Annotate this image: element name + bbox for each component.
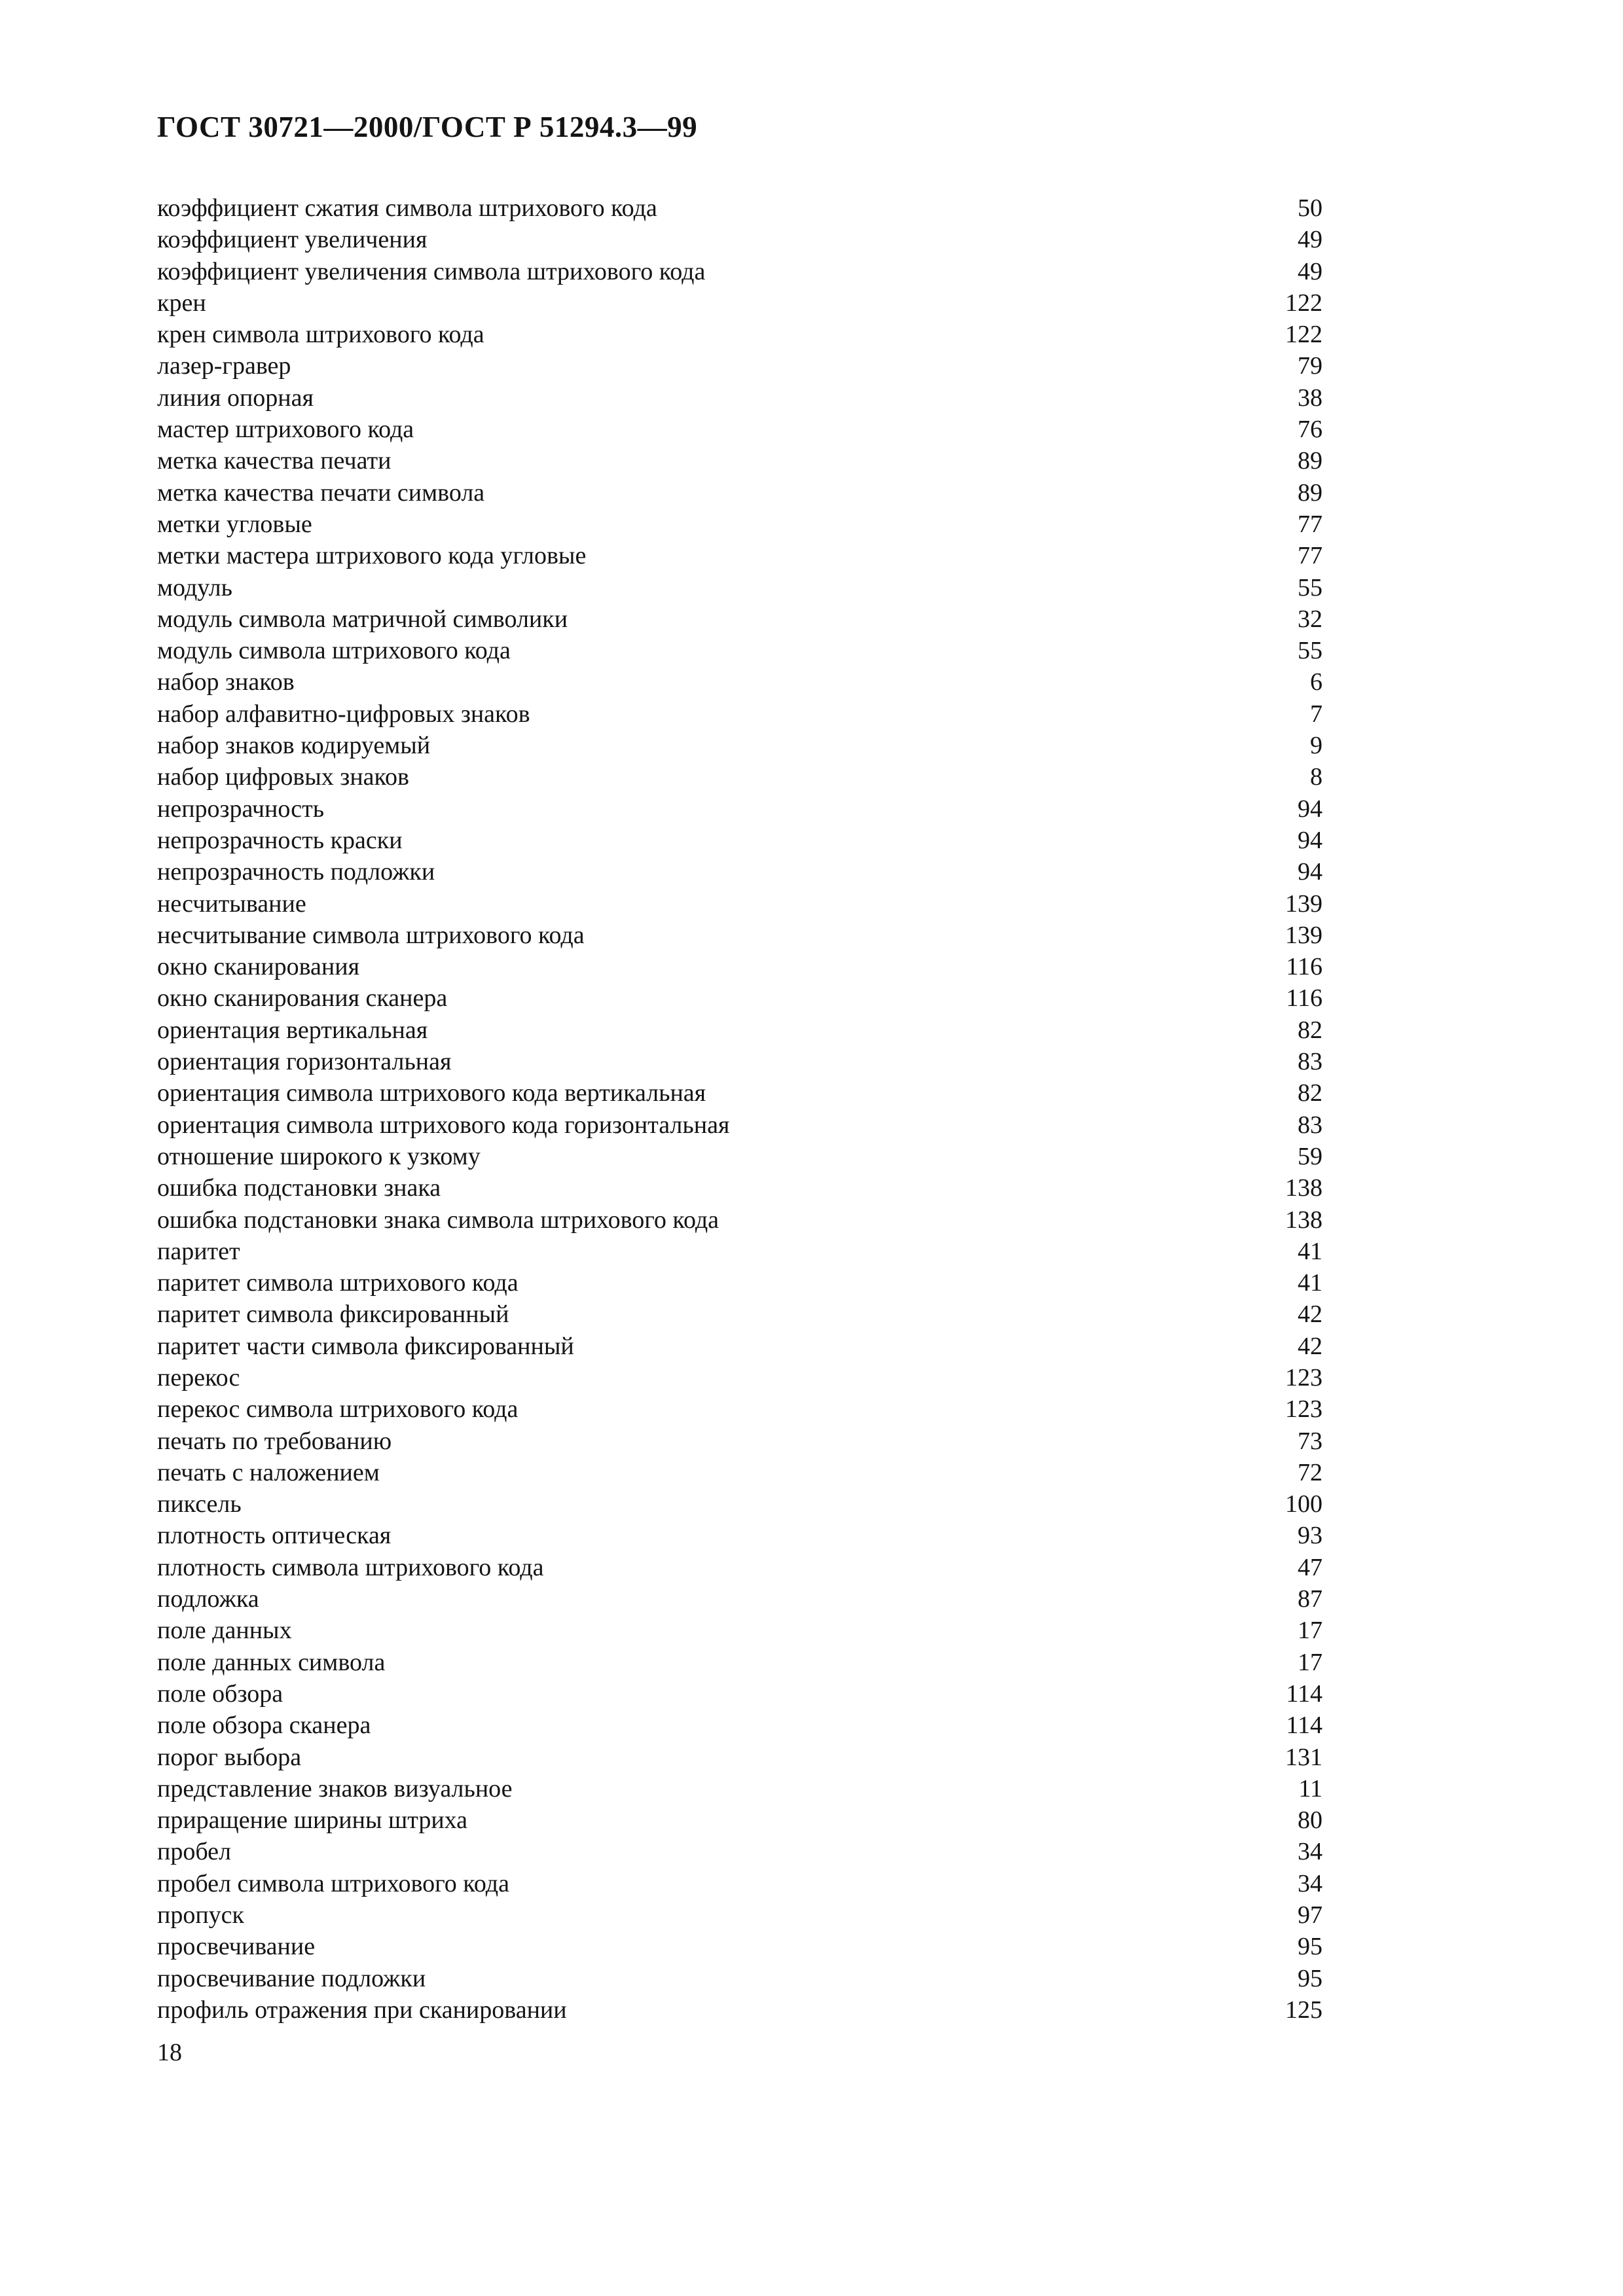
index-term: порог выбора [157,1743,302,1771]
index-entry [157,1141,1322,1172]
index-page-ref: 83 [1298,1111,1322,1139]
index-entry [157,1046,1322,1077]
index-entry [157,951,1322,982]
index-page-ref: 49 [1298,257,1322,285]
index-page-ref: 138 [1285,1174,1322,1202]
index-page-ref: 100 [1285,1490,1322,1518]
index-term: коэффициент увеличения символа штрихового кода [157,257,706,285]
index-entry [157,509,1322,540]
index-page-ref: 47 [1298,1553,1322,1581]
index-entry [157,1994,1322,2026]
index-term: набор алфавитно-цифровых знаков [157,700,530,728]
page-header: ГОСТ 30721—2000/ГОСТ Р 51294.3—99 [157,111,698,143]
index-entry [157,572,1322,603]
index-term: модуль символа матричной символики [157,605,568,633]
index-page-ref: 6 [1310,668,1322,696]
index-entry [157,825,1322,856]
index-term: метки мастера штрихового кода угловые [157,542,587,570]
index-page-ref: 95 [1298,1933,1322,1961]
index-entry [157,888,1322,920]
index-page-ref: 89 [1298,478,1322,507]
index-entry [157,1077,1322,1109]
index-entry [157,793,1322,825]
index-term: окно сканирования [157,953,360,981]
index-page-ref: 55 [1298,573,1322,601]
index-entry [157,1647,1322,1678]
index-term: поле данных символа [157,1648,386,1676]
index-term: крен символа штрихового кода [157,321,484,349]
index-page-ref: 49 [1298,226,1322,254]
index-entry [157,1457,1322,1488]
index-term: пробел символа штрихового кода [157,1869,509,1897]
index-page-ref: 8 [1310,763,1322,791]
index-entry [157,1172,1322,1204]
index-page-ref: 82 [1298,1079,1322,1107]
index-entry [157,1931,1322,1962]
index-entry [157,730,1322,761]
index-page-ref: 138 [1285,1206,1322,1234]
index-page-ref: 77 [1298,542,1322,570]
index-page-ref: 34 [1298,1838,1322,1866]
index-term: плотность символа штрихового кода [157,1553,544,1581]
index-entry [157,477,1322,509]
index-entry [157,1678,1322,1710]
index-page-ref: 72 [1298,1458,1322,1486]
index-term: паритет части символа фиксированный [157,1332,574,1360]
index-entry [157,761,1322,793]
page-number: 18 [157,2039,182,2066]
index-page-ref: 114 [1286,1712,1322,1740]
index-term: ориентация символа штрихового кода горизонтальная [157,1111,730,1139]
index-entry [157,1710,1322,1741]
index-term: метка качества печати символа [157,478,485,507]
index-term: перекос [157,1363,240,1391]
index-page-ref: 59 [1298,1142,1322,1170]
index-term: набор знаков кодируемый [157,732,431,760]
index-term: ошибка подстановки знака [157,1174,441,1202]
index-page-ref: 116 [1286,984,1322,1013]
index-term: лазер-гравер [157,352,291,380]
index-term: представление знаков визуальное [157,1774,513,1803]
index-term: печать по требованию [157,1427,392,1455]
index-term: коэффициент сжатия символа штрихового кода [157,194,657,222]
index-page-ref: 123 [1285,1363,1322,1391]
index-page-ref: 7 [1310,700,1322,728]
index-page-ref: 122 [1285,289,1322,317]
index-entry [157,1426,1322,1457]
index-page-ref: 42 [1298,1300,1322,1329]
index-term: отношение широкого к узкому [157,1142,481,1170]
index-entry [157,319,1322,350]
index-term: линия опорная [157,384,314,412]
index-entry [157,1393,1322,1425]
index-entry [157,414,1322,445]
index-page-ref: 80 [1298,1806,1322,1835]
index-term: окно сканирования сканера [157,984,448,1013]
index-term: модуль [157,573,232,601]
index-page-ref: 17 [1298,1617,1322,1645]
index-entry [157,920,1322,951]
index-entry [157,192,1322,224]
index-page-ref: 139 [1285,921,1322,949]
index-entry [157,256,1322,287]
index-term: пропуск [157,1901,244,1929]
index-entry [157,540,1322,571]
index-term: паритет символа штрихового кода [157,1269,519,1297]
index-entry [157,1488,1322,1520]
index-page-ref: 50 [1298,194,1322,222]
index-entry [157,1331,1322,1362]
index-entry [157,287,1322,319]
index-page-ref: 32 [1298,605,1322,633]
index-entry [157,856,1322,888]
index-term: ориентация вертикальная [157,1016,428,1044]
index-term: печать с наложением [157,1458,380,1486]
index-term: подложка [157,1585,259,1613]
index-term: просвечивание подложки [157,1964,426,1992]
index-page-ref: 42 [1298,1332,1322,1360]
index-term: несчитывание [157,889,306,918]
index-page-ref: 9 [1310,732,1322,760]
index-term: крен [157,289,206,317]
index-page-ref: 114 [1286,1679,1322,1708]
index-entry [157,603,1322,635]
index-entry [157,445,1322,476]
index-term: перекос символа штрихового кода [157,1395,519,1424]
index-term: пробел [157,1838,231,1866]
index-page-ref: 82 [1298,1016,1322,1044]
index-page-ref: 116 [1286,953,1322,981]
index-term: паритет символа фиксированный [157,1300,509,1329]
index-entry [157,1804,1322,1836]
index-page-ref: 34 [1298,1869,1322,1897]
index-entry [157,1868,1322,1899]
index-page-ref: 123 [1285,1395,1322,1424]
index-page-ref: 94 [1298,826,1322,854]
index-page-ref: 41 [1298,1237,1322,1265]
index-term: плотность оптическая [157,1522,392,1550]
index-page-ref: 79 [1298,352,1322,380]
index-entry [157,350,1322,382]
index-term: коэффициент увеличения [157,226,428,254]
index-term: непрозрачность [157,795,325,823]
index-entry [157,1299,1322,1330]
index-entry [157,1583,1322,1615]
index-page-ref: 73 [1298,1427,1322,1455]
index-entry [157,1836,1322,1867]
index-page-ref: 87 [1298,1585,1322,1613]
index-term: модуль символа штрихового кода [157,637,511,665]
index-page-ref: 97 [1298,1901,1322,1929]
index-term: набор цифровых знаков [157,763,409,791]
index-term: приращение ширины штриха [157,1806,468,1835]
index-term: ошибка подстановки знака символа штрихового кода [157,1206,720,1234]
index-term: поле обзора сканера [157,1712,371,1740]
index-page-ref: 122 [1285,321,1322,349]
index-term: паритет [157,1237,240,1265]
index-entry [157,666,1322,698]
index-page-ref: 131 [1285,1743,1322,1771]
index-page-ref: 139 [1285,889,1322,918]
index-term: ориентация горизонтальная [157,1048,452,1076]
index-entry [157,1109,1322,1141]
index-term: непрозрачность краски [157,826,403,854]
index-page-ref: 93 [1298,1522,1322,1550]
index-term: ориентация символа штрихового кода вертикальная [157,1079,706,1107]
index-page-ref: 94 [1298,858,1322,886]
index-entry [157,1963,1322,1994]
index-entry [157,1236,1322,1267]
index-page-ref: 94 [1298,795,1322,823]
index-page-ref: 83 [1298,1048,1322,1076]
index-term: мастер штрихового кода [157,416,414,444]
index-entry [157,224,1322,255]
index-term: поле обзора [157,1679,283,1708]
index-entry [157,1899,1322,1931]
index-entry [157,635,1322,666]
index-entry [157,1552,1322,1583]
index-entry [157,1742,1322,1773]
index-page-ref: 17 [1298,1648,1322,1676]
index-term: метка качества печати [157,447,392,475]
index-term: набор знаков [157,668,295,696]
index-term: несчитывание символа штрихового кода [157,921,585,949]
index-page-ref: 125 [1285,1996,1322,2024]
index-entry [157,1615,1322,1646]
index-page-ref: 77 [1298,510,1322,538]
index-page-ref: 89 [1298,447,1322,475]
index-entry [157,1362,1322,1393]
index-term: поле данных [157,1617,292,1645]
index-page-ref: 11 [1298,1774,1322,1803]
index-entry [157,1014,1322,1046]
index-term: просвечивание [157,1933,316,1961]
index-entry [157,1267,1322,1299]
index-page-ref: 76 [1298,416,1322,444]
index-term: профиль отражения при сканировании [157,1996,567,2024]
index-term: метки угловые [157,510,312,538]
index-term: пиксель [157,1490,242,1518]
index-entry [157,1773,1322,1804]
index-entry [157,1520,1322,1551]
index-entry [157,382,1322,414]
index-page-ref: 95 [1298,1964,1322,1992]
index-entry [157,982,1322,1014]
index-entry [157,698,1322,730]
index-page-ref: 38 [1298,384,1322,412]
index-page-ref: 41 [1298,1269,1322,1297]
index-entry [157,1204,1322,1236]
term-index [157,192,1322,2026]
index-term: непрозрачность подложки [157,858,435,886]
index-page-ref: 55 [1298,637,1322,665]
